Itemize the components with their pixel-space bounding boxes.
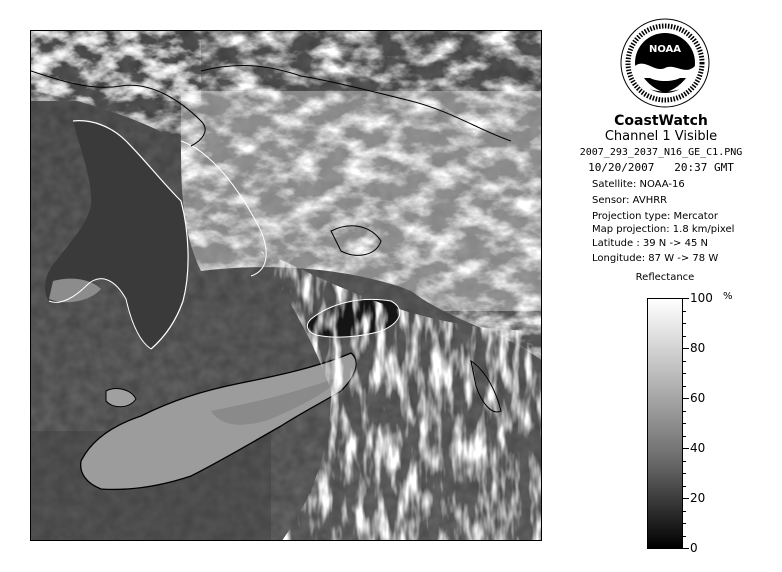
colorbar-tick-label: 0: [690, 541, 698, 555]
date-value: 10/20/2007: [588, 161, 655, 174]
colorbar-title: Reflectance: [635, 272, 695, 283]
colorbar-tick-label: 20: [690, 491, 706, 505]
map-canvas: [31, 31, 542, 541]
logo-text: NOAA: [648, 44, 682, 55]
colorbar-minor-tick: [683, 423, 686, 424]
meta-latitude: Latitude : 39 N -> 45 N: [592, 238, 708, 249]
colorbar-major-tick: [683, 348, 689, 349]
colorbar-major-tick: [683, 448, 689, 449]
colorbar-minor-tick: [683, 311, 686, 312]
colorbar-major-tick: [683, 498, 689, 499]
meta-projection-type: Projection type: Mercator: [592, 211, 718, 222]
brand-title: CoastWatch: [614, 113, 708, 129]
date-time: [540, 161, 782, 174]
colorbar-minor-tick: [683, 523, 686, 524]
colorbar-minor-tick: [683, 336, 686, 337]
colorbar-minor-tick: [683, 411, 686, 412]
meta-satellite: Satellite: NOAA-16: [592, 179, 685, 190]
colorbar-major-tick: [683, 298, 689, 299]
colorbar: [647, 298, 683, 549]
colorbar-tick-label: 40: [690, 441, 706, 455]
colorbar-tick-label: 80: [690, 341, 706, 355]
colorbar-minor-tick: [683, 473, 686, 474]
time-value: 20:37 GMT: [674, 161, 734, 174]
image-filename: 2007_293_2037_N16_GE_C1.PNG: [579, 147, 743, 158]
colorbar-minor-tick: [683, 361, 686, 362]
colorbar-tick-label: 100: [690, 291, 713, 305]
colorbar-major-tick: [683, 548, 689, 549]
colorbar-minor-tick: [683, 386, 686, 387]
colorbar-minor-tick: [683, 373, 686, 374]
colorbar-minor-tick: [683, 536, 686, 537]
noaa-logo: [620, 18, 710, 108]
colorbar-major-tick: [683, 398, 689, 399]
colorbar-minor-tick: [683, 511, 686, 512]
colorbar-minor-tick: [683, 461, 686, 462]
colorbar-minor-tick: [683, 323, 686, 324]
meta-sensor: Sensor: AVHRR: [592, 195, 668, 206]
colorbar-tick-label: 60: [690, 391, 706, 405]
satellite-map[interactable]: [30, 30, 542, 541]
colorbar-minor-tick: [683, 436, 686, 437]
meta-map-projection: Map projection: 1.8 km/pixel: [592, 224, 735, 235]
channel-label: Channel 1 Visible: [604, 129, 718, 144]
cloud-northwest: [31, 31, 201, 101]
colorbar-unit: %: [723, 291, 733, 302]
meta-longitude: Longitude: 87 W -> 78 W: [592, 253, 719, 264]
colorbar-minor-tick: [683, 486, 686, 487]
